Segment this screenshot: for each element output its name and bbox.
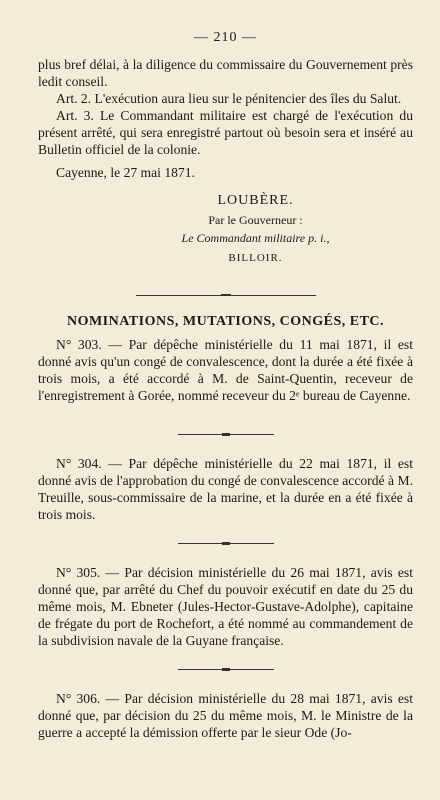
entry-303: N° 303. — Par dépêche ministérielle du 11 mai 1871, il est donné avis qu'un congé de convalescence, dont la durée a été fixée à trois mois, a été accordé à M. de Saint-Quentin, receveur de l'enregistrement à Gorée, nommé receveur du 2ᵉ bureau de Cayenne. <box>38 337 413 403</box>
signature-block <box>38 191 413 267</box>
article-3: Art. 3. Le Commandant militaire est chargé de l'exécution du présent arrêté, qui sera enregistré partout où besoin sera et inséré au Bulletin officiel de la colonie. <box>38 108 413 157</box>
page-number: — 210 — <box>194 30 257 45</box>
section-rule <box>136 295 316 300</box>
date-line: Cayenne, le 27 mai 1871. <box>56 165 195 180</box>
section-title: NOMINATIONS, MUTATIONS, CONGÉS, ETC. <box>66 314 385 329</box>
commandant-title-text: Le Commandant militaire p. i., <box>181 231 330 245</box>
commandant-title <box>98 229 413 247</box>
entry-divider <box>178 669 274 670</box>
entry-divider <box>178 434 274 435</box>
entry-306: N° 306. — Par décision ministérielle du 28 mai 1871, avis est donné que, par décision du 25 du même mois, M. le Ministre de la guerre a accepté la démission offerte par le sieur Ode (Jo- <box>38 691 413 740</box>
countersignatory-name: BILLOIR. <box>228 252 283 264</box>
entry-304: N° 304. — Par dépêche ministérielle du 22 mai 1871, il est donné avis de l'approbation du congé de convalescence accordé à M. Treuille, sous-commissaire de la marine, et la durée en a été fixée à trois mois. <box>38 456 413 522</box>
entry-305: N° 305. — Par décision ministérielle du 26 mai 1871, avis est donné que, par arrêté du Chef du pouvoir exécutif en date du 25 du même mois, M. Ebneter (Jules-Hector-Gustave-Adolphe), capitaine de frégate du port de Rochefort, a été nommé au commandement de la subdivision navale de la Guyane française. <box>38 565 413 648</box>
entry-divider <box>178 543 274 544</box>
signatory-name: LOUBÈRE. <box>217 193 294 208</box>
article-2: Art. 2. L'exécution aura lieu sur le pénitencier des îles du Salut. <box>56 91 402 106</box>
arrete-continuation: plus bref délai, à la diligence du commissaire du Gouvernement près ledit conseil. <box>38 57 413 89</box>
par-le-gouverneur: Par le Gouverneur : <box>208 213 303 227</box>
